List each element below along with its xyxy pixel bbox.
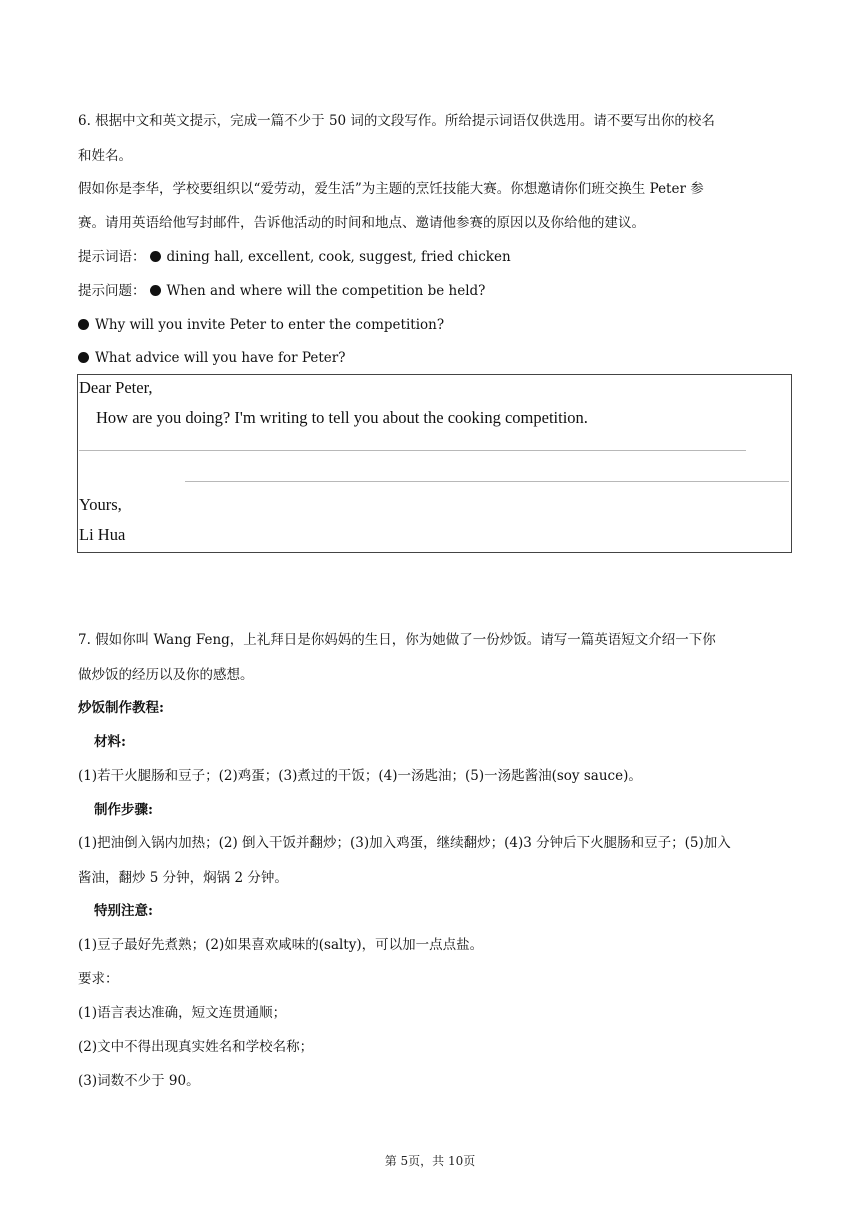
q6-prompt-line2: 和姓名。 (78, 148, 132, 164)
question-text: Why will you invite Peter to enter the competition? (95, 317, 445, 333)
bullet-icon (78, 319, 89, 330)
bullet-icon (78, 352, 89, 363)
steps-line1: (1)把油倒入锅内加热；(2) 倒入干饭并翻炒；(3)加入鸡蛋，继续翻炒；(4)3 分钟后下火腿肠和豆子；(5)加入 (78, 835, 731, 851)
bullet-icon (150, 285, 161, 296)
keywords-label: 提示词语： (78, 249, 146, 265)
requirements-heading: 要求： (78, 971, 119, 987)
q7-prompt-line2: 做炒饭的经历以及你的感想。 (78, 667, 254, 683)
requirement-item: (1)语言表达准确，短文连贯通顺； (78, 1005, 287, 1021)
question-text: What advice will you have for Peter? (95, 350, 346, 366)
bullet-icon (150, 251, 161, 262)
q6-scenario-line2: 赛。请用英语给他写封邮件，告诉他活动的时间和地点、邀请他参赛的原因以及你给他的建议。 (78, 215, 645, 231)
steps-heading: 制作步骤: (94, 802, 153, 818)
questions-label: 提示问题： (78, 283, 146, 299)
page-footer: 第 5页，共 10页 (384, 1154, 476, 1168)
steps-line2: 酱油，翻炒 5 分钟，焖锅 2 分钟。 (78, 870, 288, 886)
answer-line[interactable] (185, 481, 789, 482)
q6-question-row-3 (78, 349, 345, 367)
q6-question-row-2 (78, 316, 444, 334)
materials-text: (1)若干火腿肠和豆子；(2)鸡蛋；(3)煮过的干饭；(4)一汤匙油；(5)一汤匙酱油(soy sauce)。 (78, 768, 642, 784)
q6-keywords-row (78, 248, 511, 266)
letter-signature: Li Hua (79, 525, 126, 544)
answer-line[interactable] (79, 450, 746, 451)
q6-prompt-line1: 6. 根据中文和英文提示，完成一篇不少于 50 词的文段写作。所给提示词语仅供选用。请不要写出你的校名 (78, 113, 715, 129)
notes-text: (1)豆子最好先煮熟；(2)如果喜欢咸味的(salty)，可以加一点点盐。 (78, 937, 484, 953)
keywords-text: dining hall, excellent, cook, suggest, fried chicken (166, 249, 511, 265)
letter-closing: Yours, (79, 495, 122, 514)
letter-opening: How are you doing? I'm writing to tell you about the cooking competition. (96, 408, 588, 427)
letter-answer-box[interactable] (77, 374, 792, 553)
q7-prompt-line1: 7. 假如你叫 Wang Feng，上礼拜日是你妈妈的生日，你为她做了一份炒饭。请写一篇英语短文介绍一下你 (78, 632, 716, 648)
q6-question-row-1 (78, 282, 485, 300)
notes-heading: 特别注意: (94, 903, 153, 919)
question-text: When and where will the competition be held? (166, 283, 486, 299)
q6-scenario-line1: 假如你是李华，学校要组织以“爱劳动，爱生活”为主题的烹饪技能大赛。你想邀请你们班交换生 Peter 参 (78, 181, 704, 197)
letter-greeting: Dear Peter, (79, 378, 153, 397)
materials-heading: 材料: (94, 734, 126, 750)
requirement-item: (3)词数不少于 90。 (78, 1073, 200, 1089)
requirement-item: (2)文中不得出现真实姓名和学校名称； (78, 1039, 314, 1055)
tutorial-heading: 炒饭制作教程: (78, 700, 164, 716)
